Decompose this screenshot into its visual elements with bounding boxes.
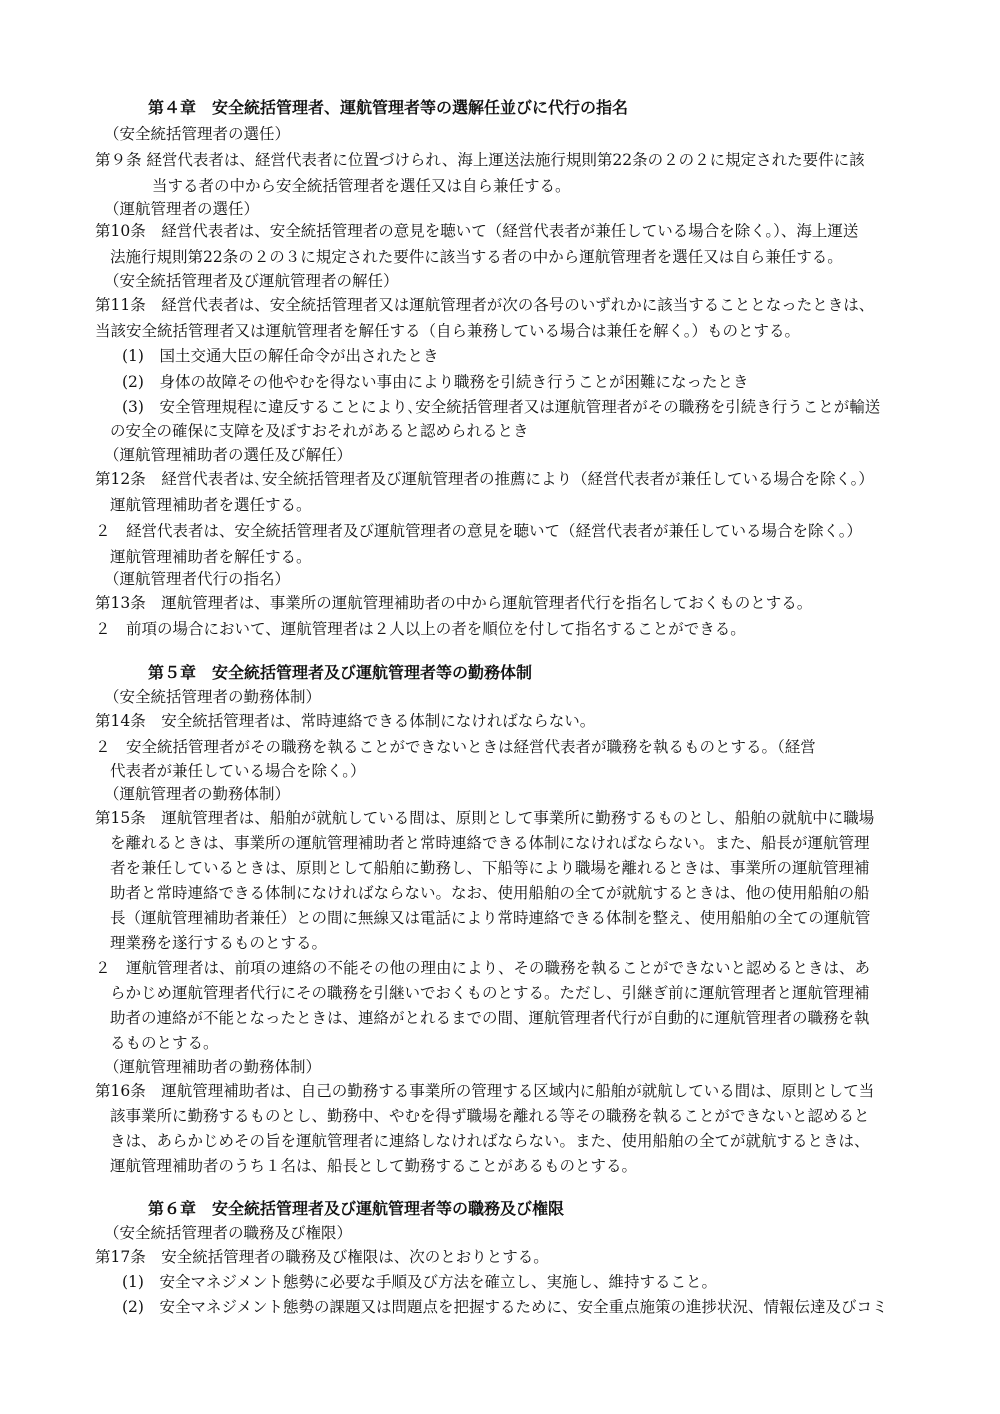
article-12-line-1: 第12条 経営代表者は､安全統括管理者及び運航管理者の推薦により（経営代表者が兼任している場合を除く。） bbox=[95, 470, 874, 488]
article-16-line-1: 第16条 運航管理補助者は、自己の勤務する事業所の管理する区域内に船舶が就航している間は、原則として当 bbox=[95, 1082, 875, 1100]
article-15-line-5: 長（運航管理補助者兼任）との間に無線又は電話により常時連絡できる体制を整え、使用船舶の全ての運航管 bbox=[110, 909, 871, 927]
article-11-line-1: 第11条 経営代表者は、安全統括管理者又は運航管理者が次の各号のいずれかに該当することとなったときは、 bbox=[95, 296, 875, 314]
article-15-line-2: を離れるときは、事業所の運航管理補助者と常時連絡できる体制になければならない。また、船長が運航管理 bbox=[110, 834, 870, 852]
article-16-line-4: 運航管理補助者のうち１名は、船長として勤務することがあるものとする。 bbox=[110, 1157, 638, 1175]
article-13-line-1: 第13条 運航管理者は、事業所の運航管理補助者の中から運航管理者代行を指名しておくものとする。 bbox=[95, 594, 813, 612]
article-9-line-1: 第９条 経営代表者は、経営代表者に位置づけられ、海上運送法施行規則第22条の２の２に規定された要件に該 bbox=[95, 151, 865, 169]
article-11-line-2: 当該安全統括管理者又は運航管理者を解任する（自ら兼務している場合は兼任を解く。）ものとする。 bbox=[95, 322, 800, 340]
article-14-line-1: 第14条 安全統括管理者は、常時連絡できる体制になければならない。 bbox=[95, 712, 596, 730]
article-11-item-3-line-1: (3) 安全管理規程に違反することにより､安全統括管理者又は運航管理者がその職務を引続き行うことが輸送 bbox=[122, 398, 881, 416]
article-9-line-2: 当する者の中から安全統括管理者を選任又は自ら兼任する。 bbox=[152, 177, 571, 195]
article-16-line-3: きは、あらかじめその旨を運航管理者に連絡しなければならない。また、使用船舶の全てが就航するときは、 bbox=[110, 1132, 870, 1150]
article-16-line-2: 該事業所に勤務するものとし、勤務中、やむを得ず職場を離れる等その職務を執ることができないと認めると bbox=[110, 1107, 870, 1125]
chapter-4-title: 第４章 安全統括管理者、運航管理者等の選解任並びに代行の指名 bbox=[148, 98, 629, 117]
caption-article-12: （運航管理補助者の選任及び解任） bbox=[104, 446, 353, 464]
caption-article-11: （安全統括管理者及び運航管理者の解任） bbox=[104, 272, 399, 290]
article-13-para-2: ２ 前項の場合において、運航管理者は２人以上の者を順位を付して指名することができる。 bbox=[95, 620, 746, 638]
article-12-para-2-line-1: ２ 経営代表者は、安全統括管理者及び運航管理者の意見を聴いて（経営代表者が兼任している場合を除く。） bbox=[95, 522, 862, 540]
article-10-line-2: 法施行規則第22条の２の３に規定された要件に該当する者の中から運航管理者を選任又は自ら兼任する。 bbox=[110, 248, 843, 266]
article-12-para-2-line-2: 運航管理補助者を解任する。 bbox=[110, 548, 312, 566]
article-14-para-2-line-2: 代表者が兼任している場合を除く。） bbox=[110, 762, 366, 780]
chapter-6-title: 第６章 安全統括管理者及び運航管理者等の職務及び権限 bbox=[148, 1199, 565, 1218]
chapter-5-title: 第５章 安全統括管理者及び運航管理者等の勤務体制 bbox=[148, 663, 533, 682]
article-17-line-1: 第17条 安全統括管理者の職務及び権限は、次のとおりとする。 bbox=[95, 1248, 549, 1266]
caption-article-16: （運航管理補助者の勤務体制） bbox=[104, 1058, 322, 1076]
article-15-para-2-line-2: らかじめ運航管理者代行にその職務を引継いでおくものとする。ただし、引継ぎ前に運航管理者と運航管理補 bbox=[110, 984, 870, 1002]
caption-article-15: （運航管理者の勤務体制） bbox=[104, 785, 291, 803]
article-15-para-2-line-4: るものとする。 bbox=[110, 1034, 219, 1052]
article-15-para-2-line-3: 助者の連絡が不能となったときは、連絡がとれるまでの間、運航管理者代行が自動的に運航管理者の職務を執 bbox=[110, 1009, 870, 1027]
article-15-line-1: 第15条 運航管理者は、船舶が就航している間は、原則として事業所に勤務するものとし、船舶の就航中に職場 bbox=[95, 809, 875, 827]
article-14-para-2-line-1: ２ 安全統括管理者がその職務を執ることができないときは経営代表者が職務を執るものとする。（経営 bbox=[95, 738, 816, 756]
article-17-item-2: (2) 安全マネジメント態勢の課題又は問題点を把握するために、安全重点施策の進捗状況、情報伝達及びコミ bbox=[122, 1298, 888, 1316]
caption-article-10: （運航管理者の選任） bbox=[104, 200, 260, 218]
caption-article-13: （運航管理者代行の指名） bbox=[104, 570, 291, 588]
article-15-line-4: 助者と常時連絡できる体制になければならない。なお、使用船舶の全てが就航するときは、他の使用船舶の船 bbox=[110, 884, 870, 902]
caption-article-14: （安全統括管理者の勤務体制） bbox=[104, 688, 322, 706]
article-12-line-2: 運航管理補助者を選任する。 bbox=[110, 496, 312, 514]
article-11-item-1: (1) 国土交通大臣の解任命令が出されたとき bbox=[122, 347, 439, 365]
article-15-line-6: 理業務を遂行するものとする。 bbox=[110, 934, 328, 952]
caption-article-17: （安全統括管理者の職務及び権限） bbox=[104, 1224, 353, 1242]
article-11-item-3-line-2: の安全の確保に支障を及ぼすおそれがあると認められるとき bbox=[110, 422, 529, 440]
article-15-line-3: 者を兼任しているときは、原則として船舶に勤務し、下船等により職場を離れるときは、事業所の運航管理補 bbox=[110, 859, 870, 877]
caption-article-9: （安全統括管理者の選任） bbox=[104, 125, 291, 143]
article-15-para-2-line-1: ２ 運航管理者は、前項の連絡の不能その他の理由により、その職務を執ることができないと認めるときは、あ bbox=[95, 959, 871, 977]
article-11-item-2: (2) 身体の故障その他やむを得ない事由により職務を引続き行うことが困難になったとき bbox=[122, 373, 749, 391]
article-10-line-1: 第10条 経営代表者は、安全統括管理者の意見を聴いて（経営代表者が兼任している場合を除く。）、海上運送 bbox=[95, 222, 859, 240]
article-17-item-1: (1) 安全マネジメント態勢に必要な手順及び方法を確立し、実施し、維持すること。 bbox=[122, 1273, 717, 1291]
